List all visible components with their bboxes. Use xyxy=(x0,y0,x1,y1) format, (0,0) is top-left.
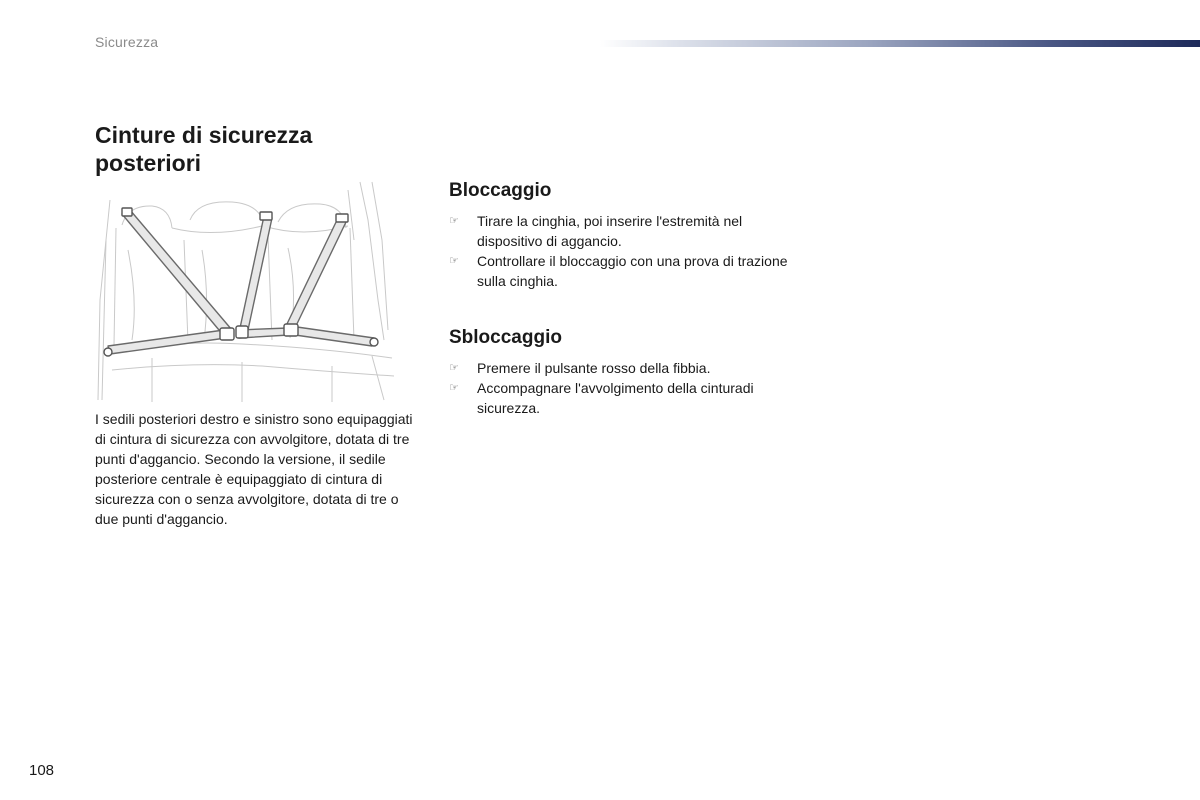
list-item-text: Accompagnare l'avvolgimento della cinturadi sicurezza. xyxy=(477,380,754,416)
header-decorative-bar xyxy=(600,40,1200,47)
section-sbloccaggio xyxy=(449,327,789,418)
list-item xyxy=(449,378,789,418)
hand-pointer-icon: ☞ xyxy=(449,381,459,394)
list-item-text: Tirare la cinghia, poi inserire l'estremità nel dispositivo di aggancio. xyxy=(477,213,743,249)
bullet-list xyxy=(449,358,789,418)
section-bloccaggio xyxy=(449,180,789,291)
page-title: Cinture di sicurezza posteriori xyxy=(95,122,313,176)
list-item-text: Premere il pulsante rosso della fibbia. xyxy=(477,360,711,376)
section-heading: Bloccaggio xyxy=(449,180,552,201)
section-heading: Sbloccaggio xyxy=(449,327,562,348)
hand-pointer-icon: ☞ xyxy=(449,214,459,227)
intro-paragraph: I sedili posteriori destro e sinistro sono equipaggiati di cintura di sicurezza con avvolgitore, dotata di tre punti d'aggancio. Secondo la versione, il sedile posteriore centrale è equipaggiato di cintura di sicurezza con o senza avvolgitore, dotata di tre o due punti d'aggancio. xyxy=(95,411,413,527)
rear-seat-belts-illustration xyxy=(92,180,402,402)
hand-pointer-icon: ☞ xyxy=(449,361,459,374)
page-number: 108 xyxy=(29,762,55,779)
list-item-text: Controllare il bloccaggio con una prova di trazione sulla cinghia. xyxy=(477,253,788,289)
bullet-list xyxy=(449,211,789,291)
hand-pointer-icon: ☞ xyxy=(449,254,459,267)
list-item xyxy=(449,358,789,378)
list-item xyxy=(449,251,789,291)
list-item xyxy=(449,211,789,251)
header-section-label: Sicurezza xyxy=(95,34,159,50)
